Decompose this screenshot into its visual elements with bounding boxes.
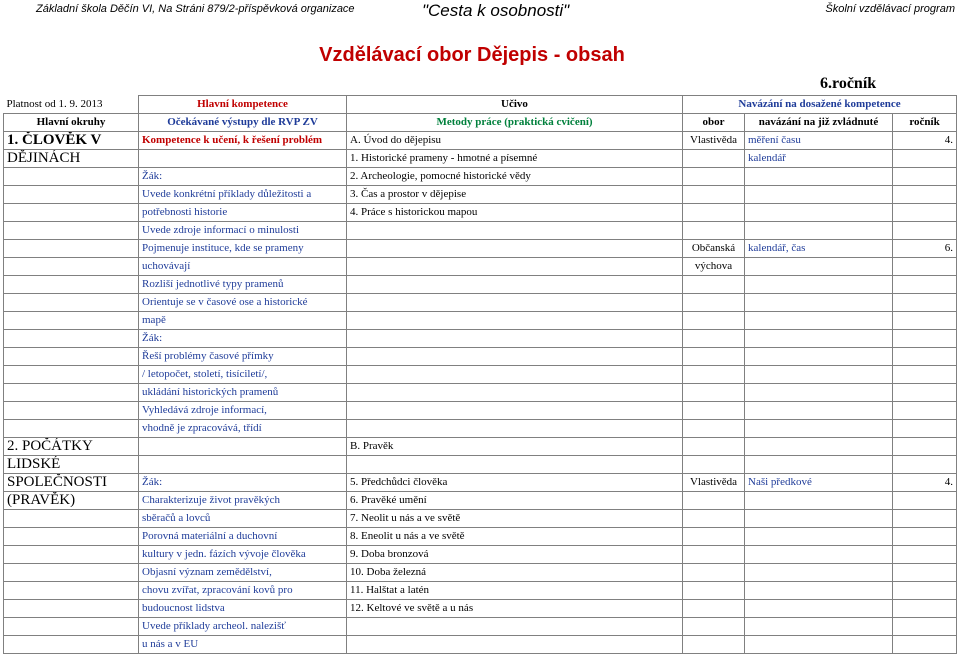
table-row: [4, 294, 957, 312]
vystup-cell: Žák:: [139, 474, 347, 492]
ucivo-cell: 5. Předchůdci člověka: [347, 474, 683, 492]
page-header: [0, 0, 959, 22]
okruh-cell: [4, 402, 139, 420]
navazani-cell: [745, 186, 893, 204]
vystup-cell: chovu zvířat, zpracování kovů pro: [139, 582, 347, 600]
okruh-cell: [4, 600, 139, 618]
ucivo-cell: [347, 276, 683, 294]
obor-cell: [683, 384, 745, 402]
navazani-cell: [745, 294, 893, 312]
obor-cell: [683, 402, 745, 420]
okruh-cell: [4, 528, 139, 546]
school-motto: "Cesta k osobnosti": [422, 1, 570, 20]
rocnik-cell: [893, 420, 957, 438]
rocnik-cell: 4.: [893, 132, 957, 150]
ucivo-cell: [347, 366, 683, 384]
vystup-cell: vhodně je zpracovává, třídí: [139, 420, 347, 438]
okruh-cell: SPOLEČNOSTI: [4, 474, 139, 492]
vystup-cell: Orientuje se v časové ose a historické: [139, 294, 347, 312]
ucivo-cell: [347, 456, 683, 474]
table-row: [4, 312, 957, 330]
vystup-cell: [139, 438, 347, 456]
table-row: [4, 420, 957, 438]
okruh-cell: [4, 564, 139, 582]
rocnik-cell: [893, 204, 957, 222]
vystup-cell: kultury v jedn. fázích vývoje člověka: [139, 546, 347, 564]
vystup-cell: ukládání historických pramenů: [139, 384, 347, 402]
rocnik-cell: [893, 258, 957, 276]
vystup-cell: mapě: [139, 312, 347, 330]
navazani-cell: Naši předkové: [745, 474, 893, 492]
rocnik-cell: [893, 366, 957, 384]
ucivo-cell: 11. Halštat a latén: [347, 582, 683, 600]
navazani-cell: [745, 402, 893, 420]
navazani-cell: [745, 582, 893, 600]
table-row: [4, 510, 957, 528]
navazani-cell: [745, 528, 893, 546]
obor-cell: [683, 456, 745, 474]
navazani-cell: [745, 330, 893, 348]
table-row: [4, 384, 957, 402]
header-row: [4, 114, 957, 132]
table-row: [4, 258, 957, 276]
table-row: [4, 132, 957, 150]
vystup-cell: Žák:: [139, 330, 347, 348]
navazani-cell: [745, 312, 893, 330]
obor-cell: [683, 276, 745, 294]
navazani-cell: [745, 384, 893, 402]
obor-cell: Vlastivěda: [683, 474, 745, 492]
rocnik-cell: [893, 564, 957, 582]
navazani-cell: [745, 636, 893, 654]
navazani-cell: [745, 348, 893, 366]
table-row: [4, 186, 957, 204]
navazani-cell: [745, 222, 893, 240]
obor-cell: [683, 168, 745, 186]
table-row: [4, 546, 957, 564]
okruh-cell: [4, 186, 139, 204]
navazani-cell: [745, 456, 893, 474]
rocnik-cell: [893, 456, 957, 474]
program-name: Školní vzdělávací program: [825, 3, 955, 15]
table-row: [4, 222, 957, 240]
rocnik-cell: [893, 384, 957, 402]
okruh-cell: [4, 546, 139, 564]
vystup-cell: Pojmenuje instituce, kde se prameny: [139, 240, 347, 258]
obor-cell: [683, 294, 745, 312]
navazani-cell: kalendář, čas: [745, 240, 893, 258]
vystup-cell: / letopočet, století, tisíciletí/,: [139, 366, 347, 384]
rocnik-cell: [893, 348, 957, 366]
okruh-cell: [4, 276, 139, 294]
table-row: [4, 528, 957, 546]
okruh-cell: [4, 258, 139, 276]
navazani-cell: [745, 276, 893, 294]
vystup-cell: Objasní význam zemědělství,: [139, 564, 347, 582]
navazani-cell: [745, 420, 893, 438]
page-title: Vzdělávací obor Dějepis - obsah: [319, 44, 625, 66]
vystup-cell: Uvede příklady archeol. nalezišť: [139, 618, 347, 636]
vystup-cell: budoucnost lidstva: [139, 600, 347, 618]
okruh-cell: 2. POČÁTKY: [4, 438, 139, 456]
school-name: Základní škola Děčín VI, Na Stráni 879/2-příspěvková organizace: [36, 3, 355, 15]
ucivo-cell: [347, 240, 683, 258]
ucivo-cell: 2. Archeologie, pomocné historické vědy: [347, 168, 683, 186]
obor-cell: Občanská: [683, 240, 745, 258]
rocnik-cell: [893, 582, 957, 600]
table-row: [4, 636, 957, 654]
okruh-cell: [4, 312, 139, 330]
vystup-cell: Porovná materiální a duchovní: [139, 528, 347, 546]
okruh-cell: [4, 168, 139, 186]
rocnik-cell: [893, 294, 957, 312]
table-row: [4, 348, 957, 366]
table-row: [4, 168, 957, 186]
ucivo-cell: A. Úvod do dějepisu: [347, 132, 683, 150]
okruh-cell: [4, 204, 139, 222]
vystup-cell: Řeší problémy časové přímky: [139, 348, 347, 366]
vystup-cell: [139, 456, 347, 474]
okruh-cell: [4, 294, 139, 312]
rocnik-cell: [893, 186, 957, 204]
ucivo-cell: 8. Eneolit u nás a ve světě: [347, 528, 683, 546]
rocnik-cell: [893, 600, 957, 618]
obor-cell: [683, 600, 745, 618]
navazani-cell: [745, 366, 893, 384]
vystup-cell: sběračů a lovců: [139, 510, 347, 528]
navazani-cell: [745, 258, 893, 276]
vystup-cell: uchovávají: [139, 258, 347, 276]
ucivo-cell: [347, 636, 683, 654]
obor-cell: [683, 330, 745, 348]
vystup-cell: Uvede konkrétní příklady důležitosti a: [139, 186, 347, 204]
obor-cell: [683, 348, 745, 366]
okruh-cell: 1. ČLOVĚK V: [4, 132, 139, 150]
table-row: [4, 456, 957, 474]
ucivo-cell: [347, 384, 683, 402]
ucivo-cell: [347, 294, 683, 312]
ucivo-cell: 10. Doba železná: [347, 564, 683, 582]
ucivo-cell: [347, 312, 683, 330]
obor-cell: [683, 528, 745, 546]
okruh-cell: LIDSKÉ: [4, 456, 139, 474]
okruh-cell: [4, 366, 139, 384]
rocnik-cell: 6.: [893, 240, 957, 258]
ucivo-cell: [347, 618, 683, 636]
obor-cell: [683, 492, 745, 510]
navazani-cell: měření času: [745, 132, 893, 150]
ucivo-cell: 6. Pravěké umění: [347, 492, 683, 510]
table-row: [4, 618, 957, 636]
ucivo-cell: B. Pravěk: [347, 438, 683, 456]
okruh-cell: [4, 330, 139, 348]
rocnik-cell: [893, 168, 957, 186]
table-row: [4, 330, 957, 348]
okruh-cell: (PRAVĚK): [4, 492, 139, 510]
rocnik-cell: [893, 618, 957, 636]
vystup-cell: potřebnosti historie: [139, 204, 347, 222]
vystup-cell: Kompetence k učení, k řešení problém: [139, 132, 347, 150]
navazani-cell: kalendář: [745, 150, 893, 168]
okruh-cell: [4, 618, 139, 636]
rocnik-cell: 4.: [893, 474, 957, 492]
table-row: [4, 564, 957, 582]
navazani-cell: [745, 564, 893, 582]
table-row: [4, 402, 957, 420]
col-metody-header: Metody práce (praktická cvičení): [347, 114, 683, 132]
obor-cell: [683, 546, 745, 564]
col-navazani-na-header: navázání na již zvládnuté: [745, 114, 893, 132]
ucivo-cell: 9. Doba bronzová: [347, 546, 683, 564]
obor-cell: výchova: [683, 258, 745, 276]
table-row: [4, 492, 957, 510]
rocnik-cell: [893, 546, 957, 564]
validity-note: Platnost od 1. 9. 2013: [4, 96, 139, 114]
rocnik-cell: [893, 276, 957, 294]
table-row: [4, 582, 957, 600]
obor-cell: [683, 312, 745, 330]
okruh-cell: [4, 636, 139, 654]
col-kompetence-header: Hlavní kompetence: [139, 96, 347, 114]
okruh-cell: [4, 222, 139, 240]
curriculum-table: [3, 95, 957, 654]
vystup-cell: Uvede zdroje informací o minulosti: [139, 222, 347, 240]
okruh-cell: [4, 510, 139, 528]
rocnik-cell: [893, 636, 957, 654]
navazani-cell: [745, 168, 893, 186]
rocnik-cell: [893, 402, 957, 420]
table-row: [4, 240, 957, 258]
obor-cell: [683, 222, 745, 240]
col-obor-header: obor: [683, 114, 745, 132]
okruh-cell: [4, 384, 139, 402]
okruh-cell: [4, 582, 139, 600]
rocnik-cell: [893, 222, 957, 240]
navazani-cell: [745, 492, 893, 510]
okruh-cell: [4, 348, 139, 366]
ucivo-cell: [347, 348, 683, 366]
col-vystupy-header: Očekávané výstupy dle RVP ZV: [139, 114, 347, 132]
obor-cell: [683, 564, 745, 582]
ucivo-cell: [347, 330, 683, 348]
col-ucivo-header: Učivo: [347, 96, 683, 114]
navazani-cell: [745, 546, 893, 564]
vystup-cell: Rozliší jednotlivé typy pramenů: [139, 276, 347, 294]
obor-cell: Vlastivěda: [683, 132, 745, 150]
rocnik-cell: [893, 330, 957, 348]
obor-cell: [683, 510, 745, 528]
table-row: [4, 366, 957, 384]
obor-cell: [683, 186, 745, 204]
ucivo-cell: 4. Práce s historickou mapou: [347, 204, 683, 222]
table-row: [4, 474, 957, 492]
ucivo-cell: 1. Historické prameny - hmotné a písemné: [347, 150, 683, 168]
okruh-cell: [4, 420, 139, 438]
grade-label: 6.ročník: [820, 75, 877, 92]
navazani-cell: [745, 600, 893, 618]
rocnik-cell: [893, 438, 957, 456]
obor-cell: [683, 366, 745, 384]
navazani-cell: [745, 204, 893, 222]
vystup-cell: Vyhledává zdroje informací,: [139, 402, 347, 420]
obor-cell: [683, 438, 745, 456]
obor-cell: [683, 420, 745, 438]
okruh-cell: DĚJINÁCH: [4, 150, 139, 168]
col-okruhy-header: Hlavní okruhy: [4, 114, 139, 132]
obor-cell: [683, 150, 745, 168]
rocnik-cell: [893, 150, 957, 168]
obor-cell: [683, 204, 745, 222]
ucivo-cell: [347, 402, 683, 420]
header-row-top: [4, 96, 957, 114]
table-row: [4, 438, 957, 456]
col-navazani-header: Navázání na dosažené kompetence: [683, 96, 957, 114]
ucivo-cell: 12. Keltové ve světě a u nás: [347, 600, 683, 618]
vystup-cell: u nás a v EU: [139, 636, 347, 654]
obor-cell: [683, 636, 745, 654]
vystup-cell: [139, 150, 347, 168]
rocnik-cell: [893, 492, 957, 510]
col-rocnik-header: ročník: [893, 114, 957, 132]
table-row: [4, 204, 957, 222]
obor-cell: [683, 618, 745, 636]
ucivo-cell: [347, 222, 683, 240]
ucivo-cell: [347, 420, 683, 438]
vystup-cell: Žák:: [139, 168, 347, 186]
navazani-cell: [745, 618, 893, 636]
rocnik-cell: [893, 312, 957, 330]
ucivo-cell: 7. Neolit u nás a ve světě: [347, 510, 683, 528]
table-row: [4, 150, 957, 168]
rocnik-cell: [893, 528, 957, 546]
navazani-cell: [745, 438, 893, 456]
ucivo-cell: [347, 258, 683, 276]
okruh-cell: [4, 240, 139, 258]
vystup-cell: Charakterizuje život pravěkých: [139, 492, 347, 510]
ucivo-cell: 3. Čas a prostor v dějepise: [347, 186, 683, 204]
table-row: [4, 600, 957, 618]
obor-cell: [683, 582, 745, 600]
rocnik-cell: [893, 510, 957, 528]
navazani-cell: [745, 510, 893, 528]
table-row: [4, 276, 957, 294]
